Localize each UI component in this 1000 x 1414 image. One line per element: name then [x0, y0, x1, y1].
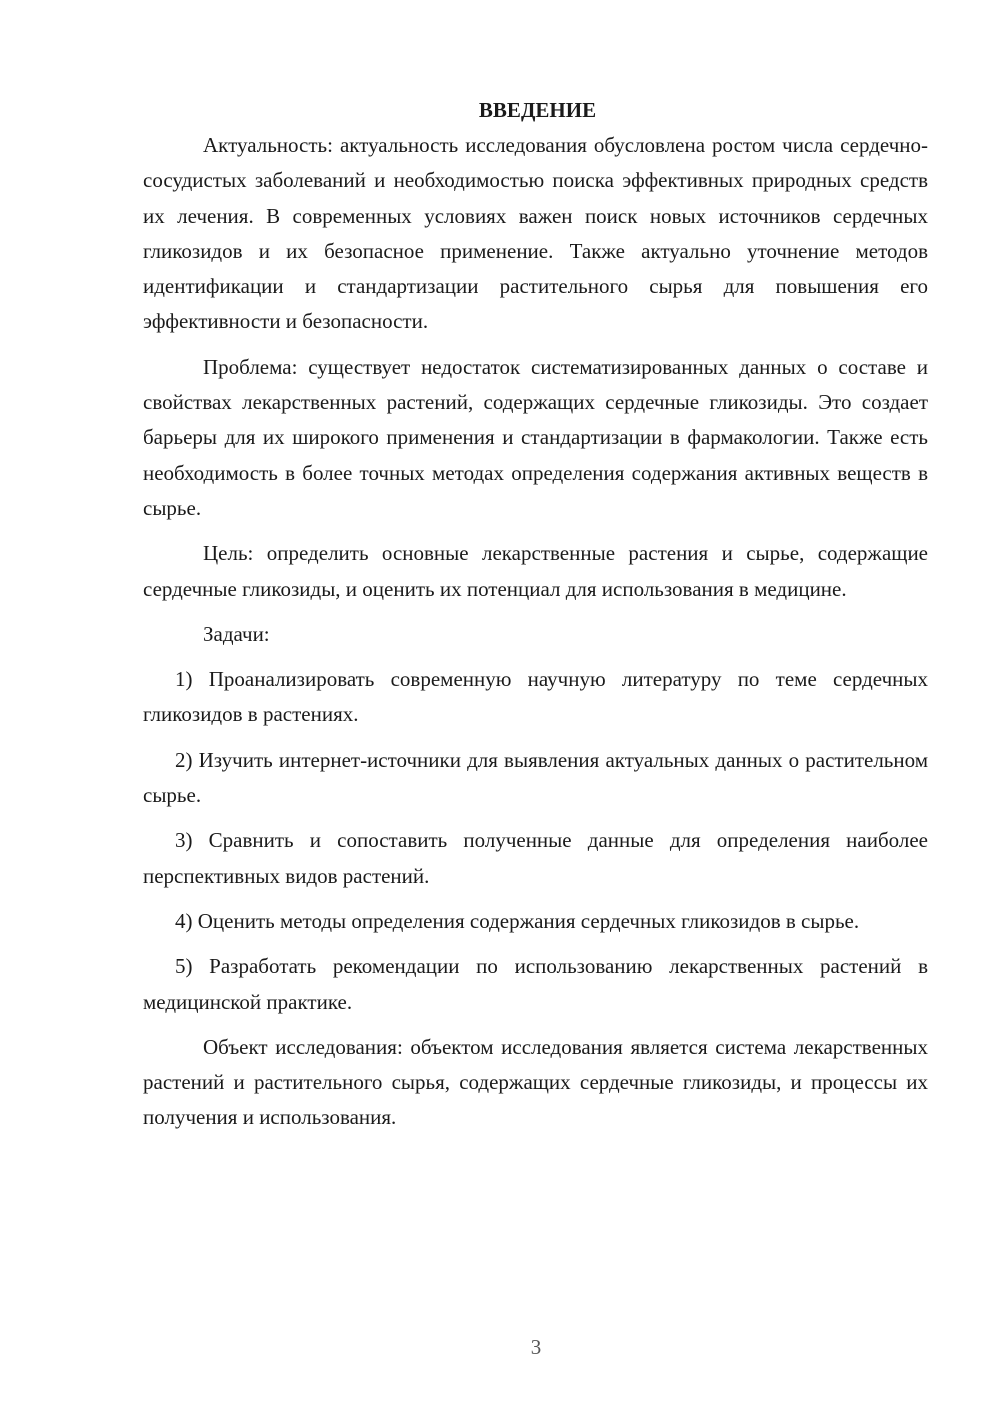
section-heading: ВВЕДЕНИЕ [478, 98, 597, 122]
page-number: 3 [530, 1335, 542, 1359]
paragraph-object: Объект исследования: объектом исследования является система лекарственных растений и растительного сырья, содержащих сердечные гликозиды, и процессы их получения и использования. [143, 1034, 928, 1130]
tasks-list [143, 662, 928, 1020]
document-page [143, 92, 928, 1136]
task-item-5: 5) Разработать рекомендации по использованию лекарственных растений в медицинской практике. [143, 954, 928, 1014]
paragraph-problem: Проблема: существует недостаток систематизированных данных о составе и свойствах лекарственных растений, содержащих сердечные гликозиды. Это создает барьеры для их широкого применения и стандартизации в фармакологии. Также есть необходимость в более точных методах определения содержания активных веществ в сырье. [143, 354, 928, 520]
task-item-4: 4) Оценить методы определения содержания сердечных гликозидов в сырье. [175, 908, 860, 933]
task-item-2: 2) Изучить интернет-источники для выявления актуальных данных о растительном сырье. [143, 747, 928, 808]
tasks-label: Задачи: [203, 621, 270, 646]
task-item-3: 3) Сравнить и сопоставить полученные данные для определения наиболее перспективных видов растений. [143, 828, 928, 888]
paragraph-goal: Цель: определить основные лекарственные растения и сырье, содержащие сердечные гликозиды, и оценить их потенциал для использования в медицине. [143, 541, 928, 601]
paragraph-relevance: Актуальность: актуальность исследования обусловлена ростом числа сердечно-сосудистых заболеваний и необходимостью поиска эффективных природных средств их лечения. В современных условиях важен поиск новых источников сердечных гликозидов и их безопасное применение. Также актуально уточнение методов идентификации и стандартизации растительного сырья для повышения его эффективности и безопасности. [143, 133, 928, 334]
task-item-1: 1) Проанализировать современную научную литературу по теме сердечных гликозидов в растениях. [143, 667, 928, 727]
